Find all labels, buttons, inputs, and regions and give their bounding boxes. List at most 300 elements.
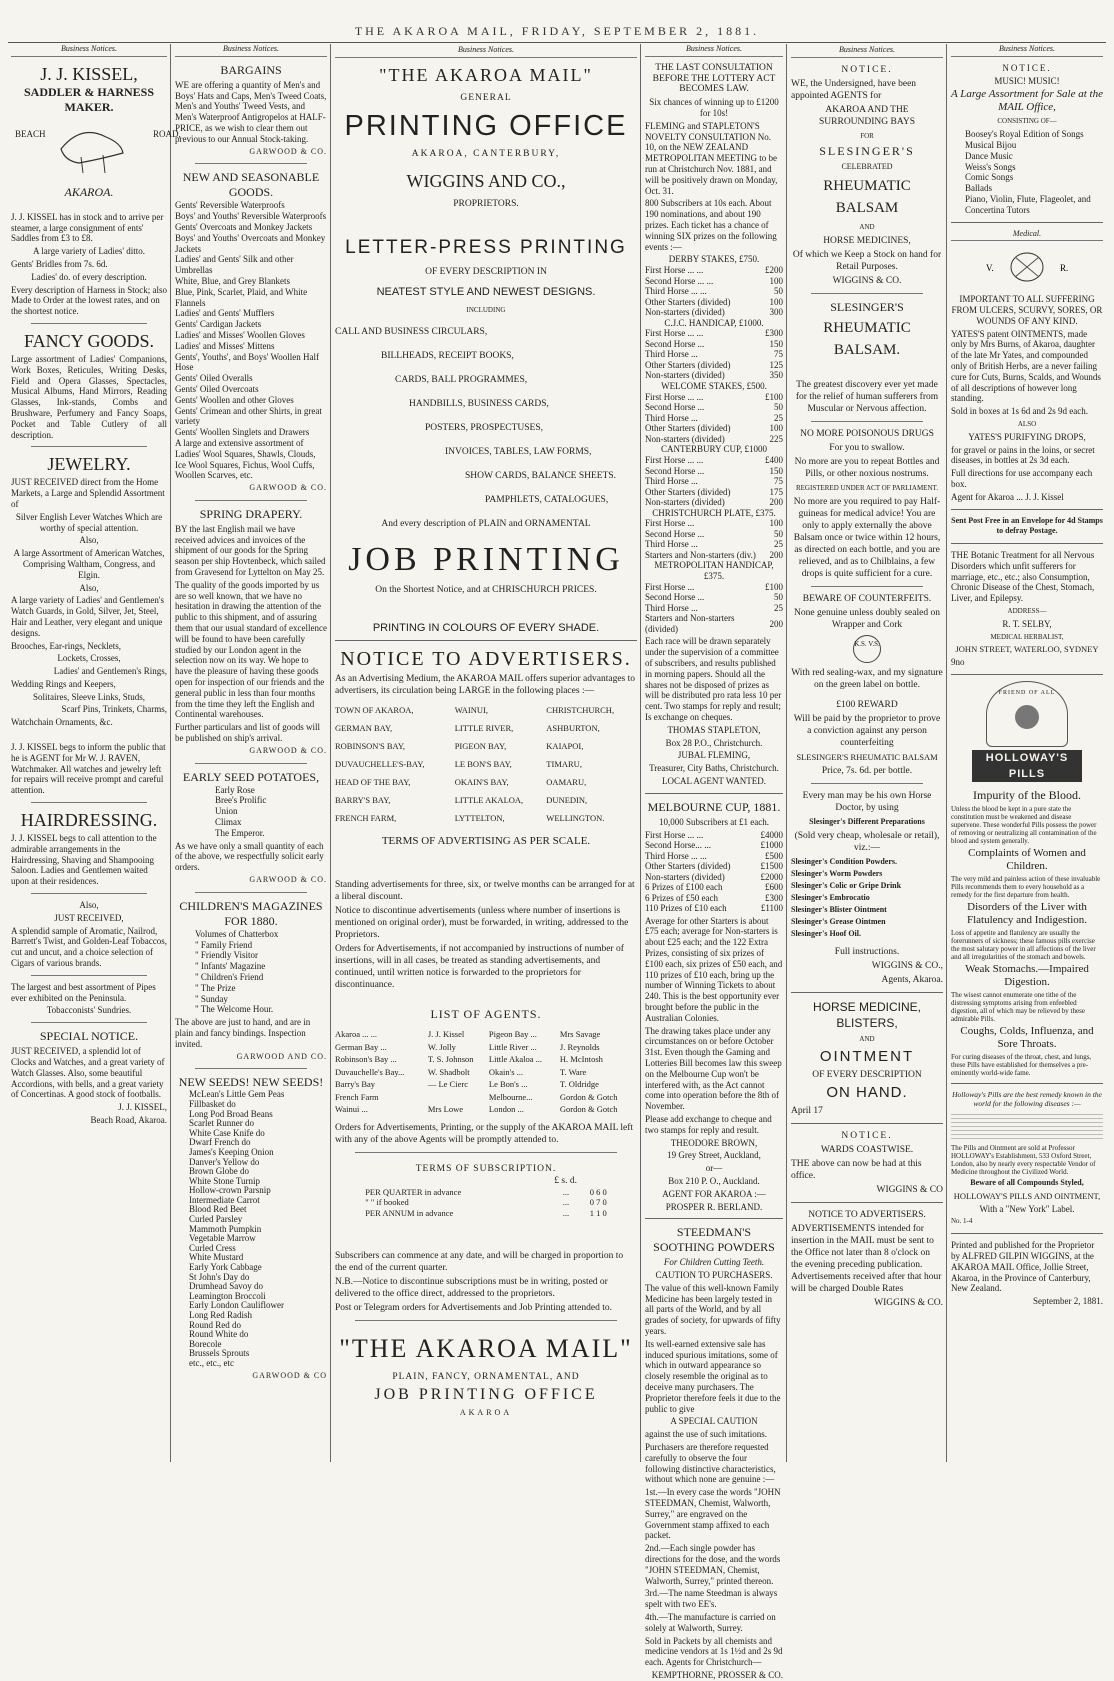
- table-cell: £2000: [760, 871, 783, 882]
- order-code: 9no: [951, 657, 965, 668]
- table-cell: Non-starters (divided): [645, 871, 725, 882]
- table-cell: PER QUARTER in advance: [365, 1186, 462, 1197]
- table-cell: 200: [769, 497, 783, 508]
- spring-p2: The quality of the goods imported by us are so well known, that we have no hesitation in drawing the attention of the public to this shipment, and of assuring them that our usual standard of excellence will be found to have been carefully studied by our London agent in the selection now on its way. We hope to have the pleasure of having these goods open for inspection of our friends and the general public in less than four months from the time they left the English and Continental warehouses.: [175, 579, 327, 720]
- column-header: Business Notices.: [645, 44, 783, 57]
- beware-compounds: Beware of all Compounds Styled,: [970, 1178, 1084, 1188]
- table-cell: First Horse ...: [645, 581, 695, 592]
- medical-header: Medical.: [951, 229, 1103, 242]
- steedman-sub: For Children Cutting Teeth.: [663, 1257, 765, 1268]
- seeds-list: [175, 1090, 327, 1368]
- table-cell: LITTLE RIVER,: [454, 723, 514, 733]
- list-item: White Mustard: [189, 1252, 244, 1263]
- watchmaker-agent: J. J. KISSEL begs to inform the public that he is AGENT for Mr W. J. RAVEN, Watchmaker. All watches and jewelry left for repairs will receive prompt and careful attention.: [11, 742, 166, 796]
- table-cell: W. Shadbolt: [427, 1066, 470, 1077]
- table-cell: OKAIN'S BAY,: [454, 777, 509, 787]
- horse-medicine-heading: HORSE MEDICINE, BLISTERS,: [812, 1000, 921, 1030]
- list-item: PAMPHLETS, CATALOGUES,: [485, 495, 609, 505]
- table-row: [645, 423, 783, 434]
- steedman-heading: STEEDMAN'S SOOTHING POWDERS: [653, 1225, 775, 1255]
- table-cell: Second Horse... ...: [645, 840, 711, 851]
- list-item: HANDBILLS, BUSINESS CARDS,: [409, 399, 549, 409]
- wiggins-signature-4: WIGGINS & CO.: [874, 1298, 943, 1308]
- table-cell: Second Horse ... ...: [645, 275, 714, 286]
- terms-advertising: TERMS OF ADVERTISING AS PER SCALE.: [381, 835, 591, 847]
- table-cell: Other Starters (divided): [645, 486, 731, 497]
- notice-heading-2: NOTICE.: [841, 1131, 893, 1141]
- table-cell: 200: [769, 618, 783, 629]
- ointment-heading: OINTMENT: [819, 1048, 915, 1065]
- crest-icon: [982, 247, 1072, 287]
- holloways-pills-ointment: HOLLOWAY'S PILLS AND OINTMENT,: [953, 1190, 1101, 1201]
- table-row: [645, 476, 783, 487]
- music-list: [951, 129, 1103, 215]
- sold-at-text: The Pills and Ointment are sold at Professor HOLLOWAY's Establishment, 533 Oxford Street, London, also by nearly every respectable Vendor of Medicine throughout the Civilized World.: [951, 1144, 1096, 1177]
- list-item: " Family Friend: [195, 939, 253, 950]
- john-street: JOHN STREET, WATERLOO, SYDNEY: [955, 644, 1099, 655]
- table-row: [645, 276, 783, 287]
- list-item: Intermediate Carrot: [189, 1194, 260, 1205]
- list-item: Gents' Crimean and other Shirts, in great variety: [175, 405, 322, 427]
- different-preparations: Slesinger's Different Preparations: [809, 817, 925, 826]
- table-cell: Non-starters (divided): [645, 497, 725, 508]
- complaints-text: The very mild and painless action of these invaluable Pills recommends them to every household as a remedy for the first departure from health.: [951, 875, 1101, 900]
- top-rule: [8, 42, 1106, 43]
- list-item: Slesinger's Embrocatio: [791, 893, 870, 902]
- large-assortment: A Large Assortment for Sale at the MAIL Office,: [951, 88, 1103, 114]
- steedman-text: The value of this well-known Family Medicine has been largely tested in all parts of the World, and by all grades of society, for upwards of fifty years.: [645, 1282, 781, 1337]
- list-item: Volumes of Chatterbox: [195, 928, 279, 939]
- table-row: [645, 286, 783, 297]
- table-row: [335, 1028, 637, 1041]
- nb-text: N.B.—Notice to discontinue subscriptions must be in writing, posted or delivered to the office direct, addressed to the proprietors.: [335, 1277, 608, 1299]
- kissel-signature: J. J. KISSEL,: [118, 1102, 167, 1113]
- steedman-text-8: 4th.—The manufacture is carried on solely at Walworth, Surrey.: [645, 1612, 776, 1633]
- race-prizes-table: [645, 265, 783, 318]
- table-row: [645, 328, 783, 339]
- table-cell: Third Horse ...: [645, 412, 698, 423]
- table-cell: £4000: [760, 829, 783, 840]
- greatest-text: The greatest discovery ever yet made for the relief of human sufferers from Muscular or Nervous affection.: [795, 380, 939, 414]
- table-cell: Akaroa ... ...: [335, 1029, 378, 1039]
- list-item: " Friendly Visitor: [195, 950, 258, 961]
- horse-medicines: HORSE MEDICINES,: [823, 236, 911, 246]
- table-cell: Gordon & Gotch: [559, 1091, 618, 1102]
- table-cell: Third Horse ...: [645, 349, 698, 360]
- also-label: ALSO: [1017, 419, 1037, 428]
- table-row: [365, 1187, 607, 1198]
- red-wax-text: With red sealing-wax, and my signature on the green label on bottle.: [791, 668, 943, 690]
- list-item: Slesinger's Condition Powders.: [791, 857, 898, 866]
- list-item: Long Pod Broad Beans: [189, 1108, 273, 1119]
- list-item: Gents' Reversible Waterproofs: [175, 200, 285, 211]
- fleming-text: FLEMING and STAPLETON'S NOVELTY CONSULTATION No. 10, on the NEW ZEALAND METROPOLITAN MEETING to be run at Christchurch Nov. 1881, and will be positively drawn on Monday, Oct. 31.: [645, 120, 778, 196]
- steedman-text-5: 1st.—In every case the words "JOHN STEEDMAN, Chemist, Walworth, Surrey," are engraved on the Government stamp affixed to each packet.: [645, 1487, 781, 1541]
- table-cell: First Horse ... ...: [645, 391, 704, 402]
- list-item: Ladies' and Gents' Silk and other Umbrellas: [175, 254, 294, 276]
- table-cell: DUVAUCHELLE'S-BAY,: [335, 759, 425, 769]
- table-cell: Second Horse ...: [645, 592, 705, 603]
- table-row: [645, 265, 783, 276]
- table-cell: J. J. Kissel: [427, 1029, 465, 1039]
- list-item: Blue, Pink, Scarlet, Plaid, and White Flannels: [175, 286, 308, 308]
- kissel-trade: SADDLER & HARNESS MAKER.: [23, 84, 155, 114]
- table-cell: 0 7 0: [589, 1197, 607, 1207]
- seed-potatoes-list: [175, 785, 327, 839]
- list-item: Dwarf French do: [189, 1137, 251, 1148]
- steedman-text-2: Its well-earned extensive sale has induced spurious imitations, some of which in outward appearance so closely resemble the original as to deceive many purchasers. The Proprietor therefore feels it due to the public to give: [645, 1338, 781, 1414]
- steedman-text-7: 3rd.—The name Steedman is always spelt with two EE's.: [645, 1588, 778, 1610]
- holloway-crest-icon: [986, 681, 1068, 747]
- every-description-2: And every description of PLAIN and ORNAMENTAL: [381, 519, 591, 529]
- agent-for-akaroa: AGENT FOR AKAROA :—: [662, 1188, 766, 1199]
- agents-table: [335, 1028, 637, 1116]
- table-cell: 100: [769, 423, 783, 434]
- melbourne-cup-heading: MELBOURNE CUP, 1881.: [647, 799, 781, 814]
- special-caution: A SPECIAL CAUTION: [670, 1416, 758, 1427]
- standing-ads-text: Standing advertisements for three, six, or twelve months can be arranged for at a liberal discount.: [335, 880, 635, 902]
- notice-advertisers-heading: NOTICE TO ADVERTISERS.: [340, 648, 632, 670]
- seed-potatoes-text: As we have only a small quantity of each of the above, we respectfully solicit early orders.: [175, 840, 324, 873]
- table-cell: TOWN OF AKAROA,: [335, 705, 414, 715]
- table-cell: 125: [769, 359, 783, 370]
- race-prizes-table: [645, 455, 783, 508]
- table-row: [645, 840, 783, 851]
- list-item: Long Red Radish: [189, 1310, 252, 1321]
- table-row: [365, 1208, 607, 1219]
- column-1: [8, 44, 181, 1462]
- table-cell: 200: [769, 549, 783, 560]
- also-label: Also,: [79, 900, 99, 911]
- table-cell: 150: [769, 338, 783, 349]
- list-item: Brussels Sprouts: [189, 1348, 250, 1359]
- jewelry-heading: JEWELRY.: [47, 454, 131, 475]
- vr-emblem: [951, 247, 1103, 290]
- kissel-p4: Ladies' do. of every description.: [31, 271, 147, 282]
- each-race-text: Each race will be drawn separately under the supervision of a committee of subscribers, and results published in morning papers. Should all the shares not be disposed of prizes as will be distributed pro rata less 10 per cent. Two stamps for reply and result; Is exchange on cheques.: [645, 636, 782, 722]
- subscription-currency-head: £ s. d.: [554, 1175, 577, 1186]
- table-cell: 100: [769, 296, 783, 307]
- list-item: Climax: [215, 817, 242, 828]
- friend-of-all: FRIEND OF ALL: [998, 690, 1056, 697]
- table-cell: Other Starters (divided): [645, 423, 731, 434]
- masthead: THE AKAROA MAIL, FRIDAY, SEPTEMBER 2, 1881.: [354, 24, 760, 38]
- coughs-text: For curing diseases of the throat, chest, and lungs, these Pills have established for themselves a pre-eminently world-wide fame.: [951, 1053, 1092, 1078]
- table-row: [645, 592, 783, 603]
- table-cell: Mrs Savage: [559, 1029, 601, 1039]
- orders-agents-text: Orders for Advertisements, Printing, or the supply of the AKAROA MAIL left with any of the above Agents will be promptly attended to.: [335, 1122, 634, 1145]
- column-header: Business Notices.: [335, 44, 637, 58]
- table-cell: Second Horse ...: [645, 528, 705, 539]
- letterpress-heading: LETTER-PRESS PRINTING: [345, 237, 627, 258]
- list-item: Gents' Overcoats and Monkey Jackets: [175, 221, 313, 232]
- list-item: Slesinger's Grease Ointmen: [791, 917, 886, 926]
- april-date: April 17: [791, 1106, 823, 1116]
- address-label: ADDRESS—: [1007, 607, 1047, 616]
- list-item: Hollow-crown Parsnip: [189, 1185, 271, 1196]
- table-row: [645, 392, 783, 403]
- table-cell: TIMARU,: [546, 759, 582, 769]
- full-instructions: Full instructions.: [834, 947, 900, 957]
- kempthorne-signature: KEMPTHORNE, PROSSER & CO.: [651, 1669, 783, 1680]
- table-cell: HEAD OF THE BAY,: [335, 777, 411, 787]
- table-cell: DUNEDIN,: [546, 795, 588, 805]
- list-item: Slesinger's Colic or Gripe Drink: [791, 881, 902, 890]
- wiggins-signature: WIGGINS & CO.: [832, 276, 902, 286]
- table-cell: T. Oldridge: [559, 1079, 599, 1089]
- slesinger-heading: SLESINGER'S: [819, 144, 915, 158]
- undersigned-text: WE, the Undersigned, have been appointed AGENTS for: [791, 79, 917, 101]
- table-cell: T. S. Johnson: [427, 1054, 474, 1064]
- list-item: White Stone Turnip: [189, 1175, 261, 1186]
- general-label: GENERAL: [460, 93, 512, 103]
- melbourne-text-3: Please add exchange to cheque and two stamps for reply and result.: [645, 1113, 772, 1135]
- seed-potatoes-heading: EARLY SEED POTATOES,: [182, 769, 320, 784]
- table-cell: 50: [774, 528, 783, 539]
- list-item: Borecole: [189, 1338, 222, 1349]
- list-item: Watchchain Ornaments, &c.: [11, 717, 113, 728]
- pipes-text: The largest and best assortment of Pipes ever exhibited on the Peninsula.: [11, 981, 156, 1003]
- list-item: BILLHEADS, RECEIPT BOOKS,: [381, 351, 514, 361]
- table-row: [645, 297, 783, 308]
- column-3: [332, 44, 640, 1462]
- wards-text: THE above can now be had at this office.: [791, 1159, 922, 1181]
- wiggins-signature-2: WIGGINS & CO.,: [871, 961, 943, 971]
- list-item: Scarf Pins, Trinkets, Charms,: [61, 704, 167, 715]
- table-row: [335, 791, 637, 809]
- crest-figure: [1015, 705, 1039, 729]
- table-cell: LE BON'S BAY,: [454, 759, 512, 769]
- list-item: Ladies' and Misses' Woollen Gloves: [175, 329, 305, 340]
- kissel-p2: A large variety of Ladies' ditto.: [33, 246, 145, 257]
- bargains-heading: BARGAINS: [220, 62, 282, 77]
- number-label: No. 1-4: [951, 1217, 973, 1226]
- yates-text: YATES'S patent OINTMENTS, made only by Mrs Burns, of Akaroa, daughter of the late Mr Yates, and compounded only of British Herbs, are a never failing cure for Cuts, Burns, Scalds, and Wounds of all descriptions of however long standing.: [951, 328, 1101, 404]
- every-description: OF EVERY DESCRIPTION IN: [425, 267, 547, 277]
- registered-label: REGISTERED UNDER ACT OF PARLIAMENT.: [795, 484, 939, 492]
- table-cell: Little Akaloa ...: [488, 1054, 543, 1064]
- table-row: [335, 1053, 637, 1066]
- no-more-text-2: No more are you required to pay Half-guineas for medical advice! You are only to apply externally the above Balsam once or twice within 12 hours, as directed on each bottle, and you are relieved, and as to Chilblains, a few drops is quite sufficient for a cure.: [793, 497, 941, 579]
- new-goods-heading: NEW AND SEASONABLE GOODS.: [182, 170, 320, 200]
- race-prizes-table: [645, 582, 783, 635]
- caution-heading: CAUTION TO PURCHASERS.: [655, 1270, 773, 1281]
- weak-stomachs-heading: Weak Stomachs.—Impaired Digestion.: [965, 963, 1089, 989]
- table-cell: Pigeon Bay ...: [488, 1029, 537, 1039]
- fancy-goods-text: Large assortment of Ladies' Companions, Work Boxes, Reticules, Writing Desks, Field and Opera Glasses, Spectacles, Musical Albums, Hand Mirrors, Reading Glasses, Ink-stands, Combs and Brushware, Perfumery and Fancy Soaps, Pocket and Table Cutlery of all description.: [11, 353, 167, 440]
- table-cell: W. Jolly: [427, 1041, 456, 1052]
- table-row: [335, 701, 637, 719]
- box-210: Box 210 P. O., Auckland.: [668, 1175, 760, 1186]
- new-seeds-heading: NEW SEEDS! NEW SEEDS!: [178, 1075, 324, 1090]
- herbalist: MEDICAL HERBALIST,: [990, 632, 1064, 641]
- table-cell: £500: [765, 850, 783, 861]
- garwood-signature: GARWOOD & CO.: [249, 745, 327, 755]
- table-row: [645, 434, 783, 445]
- table-cell: Starters and Non-starters (div.): [645, 549, 756, 560]
- garwood-signature: GARWOOD & CO.: [249, 875, 327, 884]
- table-cell: First Horse ... ...: [645, 328, 704, 339]
- table-row: [645, 903, 783, 914]
- subscribers-text: Subscribers can commence at any date, and will be charged in proportion to the end of the current quarter.: [335, 1251, 624, 1273]
- table-row: [645, 882, 783, 893]
- special-notice-text: JUST RECEIVED, a splendid lot of Clocks and Watches, and a great variety of Watch Glasses. Also, some beautiful Accordions, with bells, and a great variety of Concertinas. A good stock of footballs.: [11, 1046, 165, 1100]
- list-item: White, Blue, and Grey Blankets: [175, 275, 290, 286]
- table-row: [335, 755, 637, 773]
- impurity-heading: Impurity of the Blood.: [973, 788, 1081, 803]
- list-item: Gents' Cardigan Jackets: [175, 319, 262, 330]
- list-item: Scarlet Runner do: [189, 1118, 254, 1129]
- list-item: CALL AND BUSINESS CIRCULARS,: [335, 327, 488, 337]
- table-cell: — Le Cierc: [427, 1079, 468, 1089]
- list-item: Slesinger's Hoof Oil.: [791, 929, 861, 938]
- list-item: Mammoth Pumpkin: [189, 1223, 262, 1234]
- table-cell: £100: [765, 391, 783, 402]
- table-row: [645, 539, 783, 550]
- kissel-p1: J. J. KISSEL has in stock and to arrive per steamer, a large consignment of ents' Saddles from £3 to £8.: [11, 211, 164, 244]
- list-item: " The Welcome Hour.: [195, 1004, 274, 1015]
- list-item: Weiss's Songs: [965, 161, 1016, 172]
- table-cell: 1 1 0: [589, 1207, 607, 1218]
- slesinger-heading-2: SLESINGER'S: [830, 300, 904, 314]
- magazines-text: The above are just to hand, and are in plain and fancy bindings. Inspection invited.: [175, 1017, 311, 1049]
- table-row: [335, 719, 637, 737]
- six-chances: Six chances of winning up to £1200 for 10s!: [649, 97, 779, 118]
- table-row: [645, 603, 783, 614]
- table-row: [645, 413, 783, 424]
- table-cell: Third Horse ... ...: [645, 286, 707, 297]
- table-row: [645, 830, 783, 841]
- wiggins-name: WIGGINS AND CO.,: [406, 171, 566, 191]
- plain-fancy: PLAIN, FANCY, ORNAMENTAL, AND: [392, 1372, 580, 1382]
- table-cell: 50: [774, 286, 783, 297]
- table-cell: £200: [765, 265, 783, 276]
- table-cell: ROBINSON'S BAY,: [335, 741, 406, 751]
- table-cell: Okain's ...: [488, 1066, 524, 1077]
- table-cell: Mrs Lowe: [427, 1104, 464, 1114]
- table-cell: 25: [774, 539, 783, 550]
- complaints-heading: Complaints of Women and Children.: [968, 847, 1086, 873]
- important-heading: IMPORTANT TO ALL SUFFERING FROM ULCERS, SCURVY, SORES, OR WOUNDS OF ANY KIND.: [951, 294, 1103, 326]
- agent-akaroa: Agent for Akaroa ... J. J. Kissel: [951, 491, 1064, 502]
- jewelry-also: Also,: [79, 535, 99, 546]
- hairdressing-heading: HAIRDRESSING.: [20, 810, 158, 831]
- table-row: [335, 1066, 637, 1079]
- list-item: Boys' and Youths' Overcoats and Monkey Jackets: [175, 232, 326, 254]
- table-cell: Little River ...: [488, 1041, 537, 1052]
- table-cell: Other Starters (divided): [645, 861, 731, 872]
- table-cell: Other Starters (divided): [645, 359, 731, 370]
- table-cell: LITTLE AKALOA,: [454, 795, 524, 805]
- rheumatic-balsam-heading-2: RHEUMATIC BALSAM.: [823, 320, 911, 358]
- table-row: [645, 307, 783, 318]
- list-item: " Children's Friend: [195, 971, 264, 982]
- table-cell: Duvauchelle's Bay...: [335, 1066, 405, 1077]
- list-item: Drumhead Savoy do: [189, 1281, 263, 1292]
- table-cell: 25: [774, 602, 783, 613]
- jewelry-p5: A large variety of Ladies' and Gentlemen's Watch Guards, in Gold, Silver, Jet, Steel, Hair and Leather, very elegant and unique designs.: [11, 595, 165, 638]
- table-cell: WELLINGTON.: [546, 813, 605, 823]
- sold-boxes: Sold in boxes at 1s 6d and 2s 9d each.: [951, 406, 1088, 417]
- notice-advertisers-heading-2: NOTICE TO ADVERTISERS.: [808, 1210, 926, 1220]
- table-cell: 75: [774, 349, 783, 360]
- kissel-address: Beach Road, Akaroa.: [90, 1115, 167, 1125]
- post-telegram-text: Post or Telegram orders for Advertisements and Job Printing attended to.: [335, 1303, 612, 1313]
- beware-counterfeits: BEWARE OF COUNTERFEITS.: [802, 594, 932, 604]
- steedman-text-3: against the use of such imitations.: [645, 1429, 767, 1440]
- list-item: " Sunday: [195, 993, 228, 1004]
- grey-street: 19 Grey Street, Auckland,: [667, 1150, 761, 1161]
- list-item: Ladies' and Misses' Mittens: [175, 340, 275, 351]
- list-item: Gents' Oiled Overcoats: [175, 383, 259, 394]
- table-cell: 175: [769, 486, 783, 497]
- table-row: [645, 582, 783, 593]
- including-label: INCLUDING: [466, 306, 506, 314]
- steedman-text-4: Purchasers are therefore requested carefully to observe the four following distinctive characteristics, without which none are genuine :—: [645, 1442, 776, 1485]
- rheumatic-balsam-heading: RHEUMATIC BALSAM: [823, 178, 911, 216]
- prosper-berland: PROSPER R. BERLAND.: [665, 1201, 763, 1212]
- saddle-icon: [51, 119, 131, 175]
- and-label: AND: [859, 223, 875, 231]
- list-of-agents-heading: LIST OF AGENTS.: [430, 1007, 542, 1021]
- table-row: [645, 550, 783, 561]
- table-cell: ASHBURTON,: [546, 723, 600, 733]
- notice-advertisers-text: ADVERTISEMENTS intended for insertion in the MAIL must be sent to the Office not later than 8 o'clock on the evening preceding publication. Advertisements received after that hour will be charged Double Rates: [791, 1224, 942, 1294]
- list-item: Ballads: [965, 183, 992, 194]
- table-cell: Melbourne...: [488, 1091, 533, 1102]
- table-cell: KAIAPOI,: [546, 741, 584, 751]
- race-event-name: C.J.C. HANDICAP, £1000.: [664, 317, 764, 328]
- svg-text:R.: R.: [1060, 263, 1069, 274]
- impurity-text: Unless the blood be kept in a pure state the constitution must be weakened and disease supervene. These wonderful Pills possess the power of removing or neutralizing all contamination of the blood and system generally.: [951, 805, 1097, 846]
- table-cell: 6 Prizes of £100 each: [645, 882, 723, 893]
- printing-office-heading: PRINTING OFFICE: [344, 110, 628, 142]
- table-cell: £300: [765, 892, 783, 903]
- shortest-notice: On the Shortest Notice, and at CHRISCHURCH PRICES.: [375, 585, 597, 595]
- table-row: [335, 1091, 637, 1104]
- list-item: Fillbasket do: [189, 1098, 236, 1109]
- melbourne-text-2: The drawing takes place under any circumstances on or before October 31st. Even though the Gaming and Lotteries Bill becomes law this sweep on the Melbourne Cup won't be interfered with, as the Act cannot come into operation before the 8th of November.: [645, 1025, 782, 1112]
- weak-stomachs-text: The wisest cannot enumerate one tithe of the distressing symptoms arising from enfeebled digestion, all of which may be relieved by these admirable Pills.: [951, 991, 1085, 1024]
- printing-items: [335, 320, 637, 512]
- table-cell: Other Starters (divided): [645, 296, 731, 307]
- list-item: Slesinger's Worm Powders: [791, 869, 883, 878]
- office-address: AKAROA, CANTERBURY,: [411, 149, 561, 159]
- treasurer-address: Treasurer, City Baths, Christchurch.: [649, 763, 779, 774]
- list-item: Ladies' and Gents' Mufflers: [175, 308, 275, 319]
- akaroa-bays: AKAROA AND THE SURROUNDING BAYS: [819, 105, 915, 127]
- table-cell: Second Horse ...: [645, 465, 705, 476]
- table-cell: " " if booked: [365, 1197, 409, 1207]
- list-item: A large and extensive assortment of Ladies' Wool Squares, Shawls, Clouds, Ice Wool Squares, Fichus, Wool Cuffs, Woollen Scarves, etc.: [175, 437, 316, 481]
- thomas-stapleton: THOMAS STAPLETON,: [667, 724, 761, 735]
- issue-date: September 2, 1881.: [1033, 1296, 1103, 1307]
- music-heading: MUSIC! MUSIC!: [994, 75, 1060, 86]
- column-rule: [786, 44, 787, 1462]
- table-row: [645, 613, 783, 634]
- wiggins-signature-3: WIGGINS & CO: [876, 1185, 943, 1195]
- magazines-heading: CHILDREN'S MAGAZINES FOR 1880.: [179, 898, 323, 928]
- seal-icon: K.S. V.S.: [853, 635, 881, 663]
- list-item: Leamington Broccoli: [189, 1290, 266, 1301]
- table-cell: Non-starters (divided): [645, 307, 725, 318]
- list-item: Musical Bijou: [965, 139, 1017, 150]
- table-cell: GERMAN BAY,: [335, 723, 393, 733]
- discontinue-text: Notice to discontinue advertisements (unless where number of insertions is mentioned on original order), must be forwarded, in writing, addressed to the Proprietors.: [335, 906, 629, 940]
- table-cell: 100: [769, 518, 783, 529]
- last-consultation-heading: THE LAST CONSULTATION BEFORE THE LOTTERY ACT BECOMES LAW.: [652, 62, 776, 95]
- list-item: James's Keeping Onion: [189, 1146, 274, 1157]
